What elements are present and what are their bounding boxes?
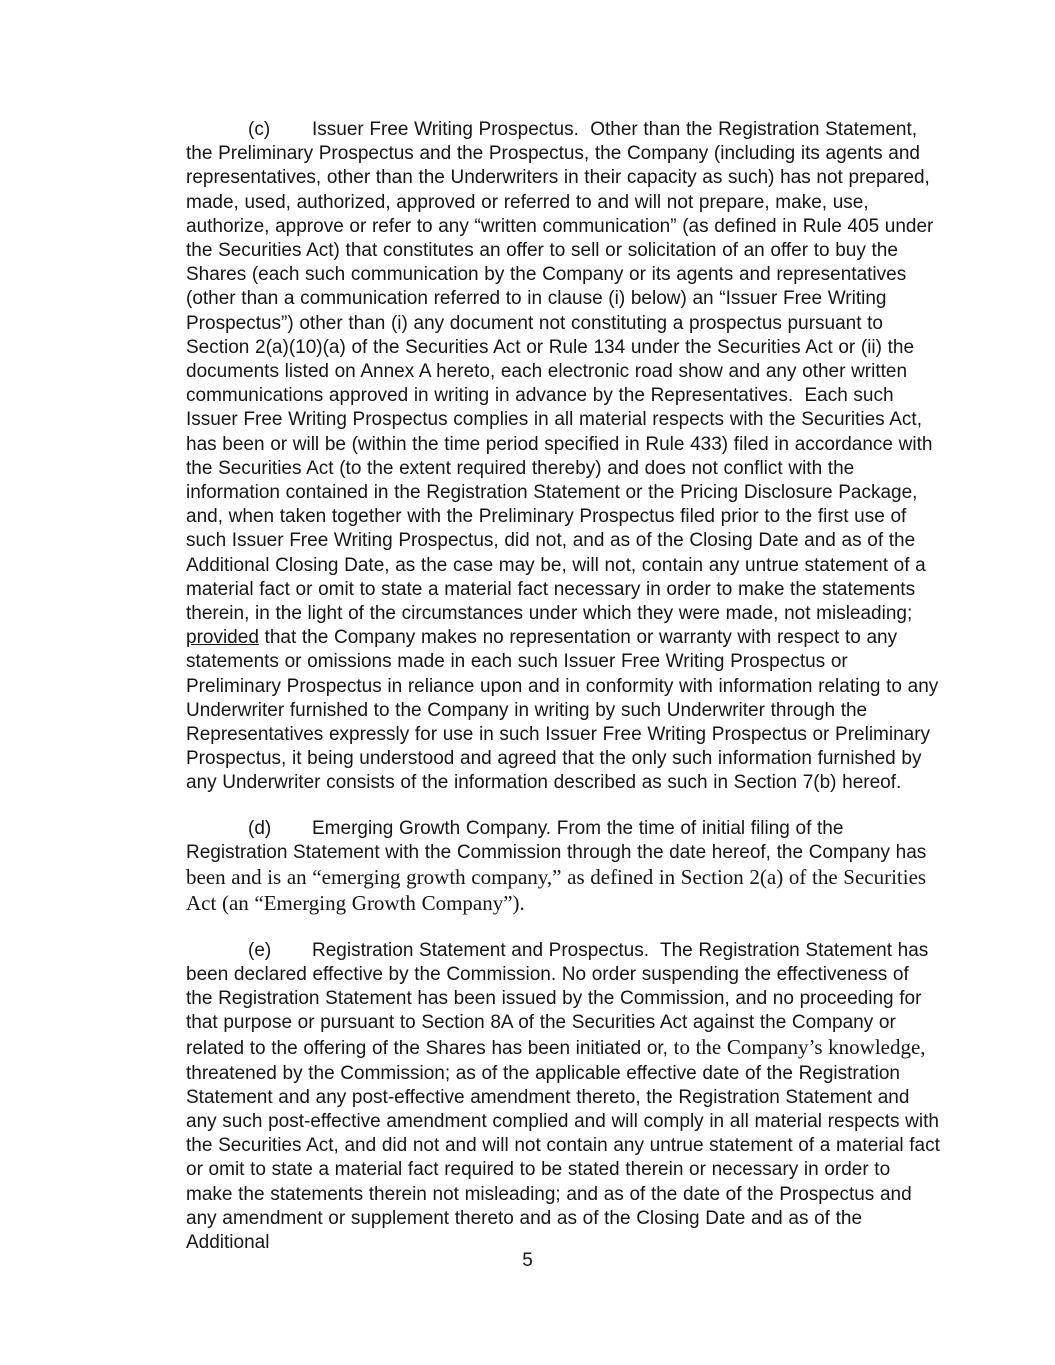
clause-label-d: (d) xyxy=(248,817,272,839)
clause-e-text: Registration Statement and Prospectus. The Registration Statement has been declared effective by the Commission. No order suspending the effectiveness of the Registration Statement has been issued by the Commission, and no proceeding for that purpose or pursuant to Section 8A of the Securities Act against the Company or related to the offering of the Shares has been initiated or, xyxy=(186,939,934,1060)
paragraph-e-registration-statement-and-prospectus xyxy=(186,939,946,1256)
clause-c-provided-term: provided xyxy=(186,627,259,649)
clause-c-text: Issuer Free Writing Prospectus. Other than the Registration Statement, the Preliminary Prospectus and the Prospectus, the Company (including its agents and representatives, other than the Underwriters in their capacity as such) has not prepared, made, used, authorized, approved or referred to and will not prepare, make, use, authorize, approve or refer to any “written communication” (as defined in Rule 405 under the Securities Act) that constitutes an offer to sell or solicitation of an offer to buy the Shares (each such communication by the Company or its agents and representatives (other than a communication referred to in clause (i) below) an “Issuer Free Writing Prospectus”) other than (i) any document not constituting a prospectus pursuant to Section 2(a)(10)(a) of the Securities Act or Rule 134 under the Securities Act or (ii) the documents listed on Annex A hereto, each electronic road show and any other written communications approved in writing in advance by the Representatives. Each such Issuer Free Writing Prospectus complies in all material respects with the Securities Act, has been or will be (within the time period specified in Rule 433) filed in accordance with the Securities Act (to the extent required thereby) and does not conflict with the information contained in the Registration Statement or the Pricing Disclosure Package, and, when taken together with the Preliminary Prospectus filed prior to the first use of such Issuer Free Writing Prospectus, did not, and as of the Closing Date and as of the Additional Closing Date, as the case may be, will not, contain any untrue statement of a material fact or omit to state a material fact necessary in order to make the statements therein, in the light of the circumstances under which they were made, not misleading; xyxy=(186,119,940,625)
page-number: 5 xyxy=(522,1250,533,1272)
clause-d-serif-text: been and is an “emerging growth company,” as defined in Section 2(a) of the Securities Act (an “Emerging Growth Company”). xyxy=(186,865,931,916)
clause-d-text: Emerging Growth Company. From the time of initial filing of the Registration Statement with the Commission through the date hereof, the Company has xyxy=(186,817,932,863)
paragraph-d-emerging-growth-company xyxy=(186,817,940,918)
paragraph-c-issuer-free-writing-prospectus xyxy=(186,118,944,796)
clause-label-c: (c) xyxy=(248,119,271,140)
clause-label-e: (e) xyxy=(248,939,272,961)
clause-e-text-continued: threatened by the Commission; as of the applicable effective date of the Registration Statement and any post-effective amendment thereto, the Registration Statement and any such post-effective amendment complied and will comply in all material respects with the Securities Act, and did not and will not contain any untrue statement of a material fact or omit to state a material fact required to be stated therein or necessary in order to make the statements therein not misleading; and as of the date of the Prospectus and any amendment or supplement thereto and as of the Closing Date and as of the Additional xyxy=(186,1062,946,1253)
clause-e-serif-text: to the Company’s knowledge, xyxy=(673,1035,932,1060)
clause-c-text-continued: that the Company makes no representation or warranty with respect to any statements or omissions made in each such Issuer Free Writing Prospectus or Preliminary Prospectus in reliance upon and in conformity with information relating to any Underwriter furnished to the Company in writing by such Underwriter through the Representatives expressly for use in such Issuer Free Writing Prospectus or Preliminary Prospectus, it being understood and agreed that the only such information furnished by any Underwriter consists of the information described as such in Section 7(b) hereof. xyxy=(186,627,944,794)
